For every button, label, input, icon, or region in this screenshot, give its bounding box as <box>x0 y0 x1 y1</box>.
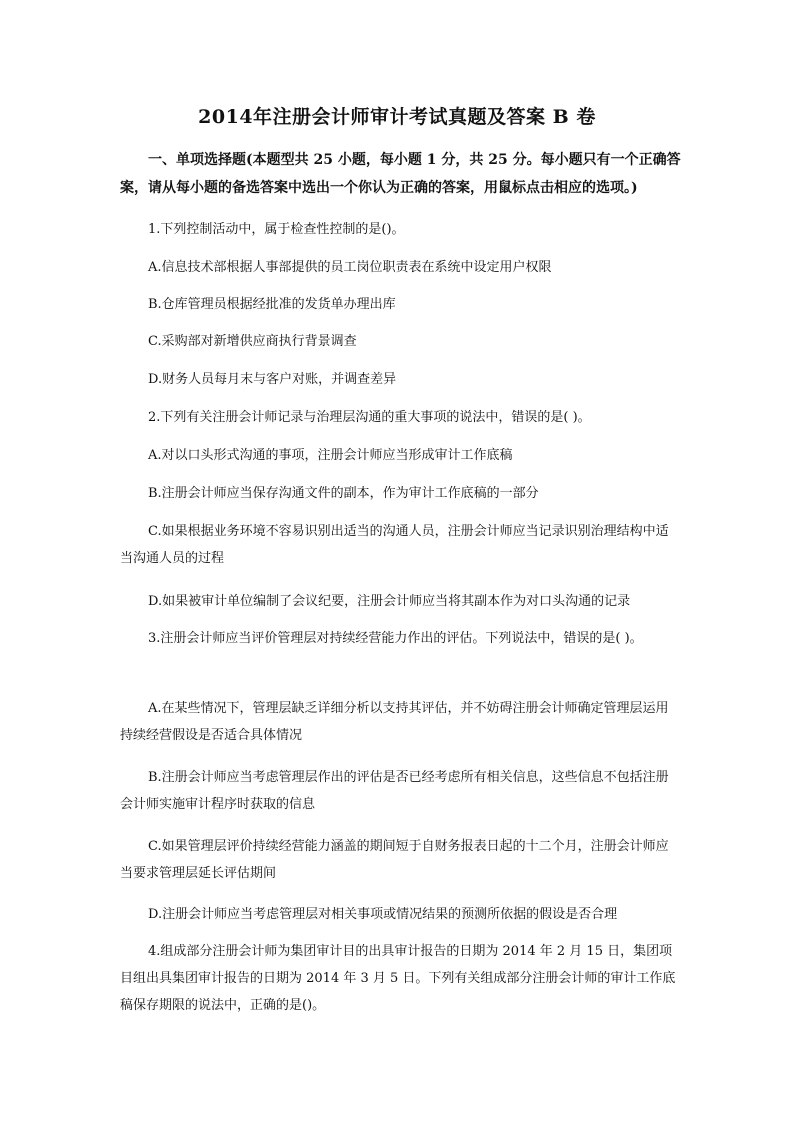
question-2-option-d: D.如果被审计单位编制了会议纪要，注册会计师应当将其副本作为对口头沟通的记录 <box>148 594 631 609</box>
question-1-option-b: B.仓库管理员根据经批准的发货单办理出库 <box>148 297 396 312</box>
section-heading: 一、单项选择题(本题型共 25 小题，每小题 1 分，共 25 分。每小题只有一个正确答案，请从每小题的备选答案中选出一个你认为正确的答案，用鼠标点击相应的选项。) <box>120 152 681 196</box>
question-3-option-a: A.在某些情况下，管理层缺乏详细分析以支持其评估，并不妨碍注册会计师确定管理层运用持续经营假设是否适合具体情况 <box>120 701 669 743</box>
question-3-option-c: C.如果管理层评价持续经营能力涵盖的期间短于自财务报表日起的十二个月，注册会计师应当要求管理层延长评估期间 <box>120 839 669 881</box>
question-4-stem: 4.组成部分注册会计师为集团审计目的出具审计报告的日期为 2014 年 2 月 15 日，集团项目组出具集团审计报告的日期为 2014 年 3 月 5 日。下列有关组成部分注册会计师的审计工作底稿保存期限的说法中，正确的是()。 <box>120 944 676 1013</box>
question-3-stem: 3.注册会计师应当评价管理层对持续经营能力作出的评估。下列说法中，错误的是( )。 <box>148 631 643 646</box>
question-2-option-a: A.对以口头形式沟通的事项，注册会计师应当形成审计工作底稿 <box>148 448 513 463</box>
question-3-option-d: D.注册会计师应当考虑管理层对相关事项或情况结果的预测所依据的假设是否合理 <box>148 907 618 922</box>
question-3-option-b: B.注册会计师应当考虑管理层作出的评估是否已经考虑所有相关信息，这些信息不包括注册会计师实施审计程序时获取的信息 <box>120 770 669 812</box>
question-2-stem: 2.下列有关注册会计师记录与治理层沟通的重大事项的说法中，错误的是( )。 <box>148 410 591 425</box>
question-1-option-d: D.财务人员每月末与客户对账，并调查差异 <box>148 372 397 387</box>
document-title: 2014年注册会计师审计考试真题及答案 B 卷 <box>198 106 596 128</box>
question-2-option-c: C.如果根据业务环境不容易识别出适当的沟通人员，注册会计师应当记录识别治理结构中适当沟通人员的过程 <box>120 524 669 566</box>
question-1-option-c: C.采购部对新增供应商执行背景调查 <box>148 334 357 349</box>
question-1-stem: 1.下列控制活动中，属于检查性控制的是()。 <box>148 222 405 237</box>
question-1-option-a: A.信息技术部根据人事部提供的员工岗位职责表在系统中设定用户权限 <box>148 260 552 275</box>
question-2-option-b: B.注册会计师应当保存沟通文件的副本，作为审计工作底稿的一部分 <box>148 486 539 501</box>
